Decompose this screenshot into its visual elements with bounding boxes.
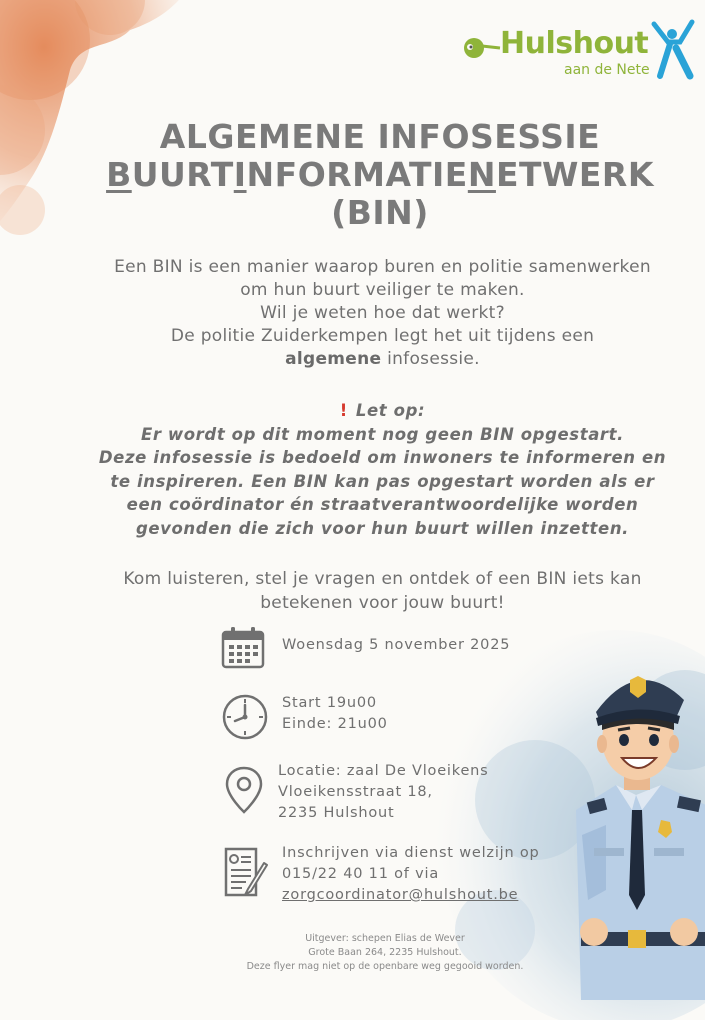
page-title: [60, 118, 700, 232]
exclamation-icon: !: [339, 401, 348, 420]
registration-info: Inschrijven via dienst welzijn op 015/22 40 11 of via zorgcoordinator@hulshout.be: [282, 843, 540, 906]
title-line-3: (BIN): [331, 193, 429, 232]
clock-icon: [220, 692, 270, 742]
calendar-icon: [220, 626, 266, 670]
email-link[interactable]: zorgcoordinator@hulshout.be: [282, 887, 519, 903]
hulshout-logo: [460, 18, 695, 88]
intro-paragraph: Een BIN is een manier waarop buren en politie samenwerken om hun buurt veiliger te maken. Wil je weten hoe dat werkt? De politie Zuiderkempen legt het uit tijdens een algemene infosessie.: [114, 257, 651, 369]
location-pin-icon: [220, 764, 268, 816]
event-time: Start 19u00 Einde: 21u00: [282, 695, 388, 732]
invite-paragraph: Kom luisteren, stel je vragen en ontdek of een BIN iets kan betekenen voor jouw buurt!: [123, 569, 642, 613]
event-location: Locatie: zaal De Vloeikens Vloeikensstraat 18, 2235 Hulshout: [278, 763, 489, 821]
publisher-footer: Uitgever: schepen Elias de Wever Grote Baan 264, 2235 Hulshout. Deze flyer mag niet op de openbare weg gegooid worden.: [246, 933, 524, 972]
title-line-1: ALGEMENE INFOSESSIE: [159, 117, 601, 156]
logo-wordmark: Hulshout: [500, 26, 649, 61]
form-pen-icon: [220, 845, 270, 901]
logo-subtitle: aan de Nete: [564, 62, 650, 78]
warning-paragraph: ! Let op: Er wordt op dit moment nog geen BIN opgestart. Deze infosessie is bedoeld om inwoners te informeren en te inspireren. Een BIN kan pas opgestart worden als er een coördinator én straatverantwoordelijke worden gevonden die zich voor hun buurt willen inzetten.: [60, 399, 705, 540]
logo-figure-icon: [650, 18, 695, 80]
logo-head-icon: [460, 28, 504, 68]
title-line-2: BUURTINFORMATIENETWERK: [106, 155, 654, 194]
event-date: Woensdag 5 november 2025: [282, 637, 511, 653]
warning-heading: ! Let op:: [339, 401, 426, 420]
